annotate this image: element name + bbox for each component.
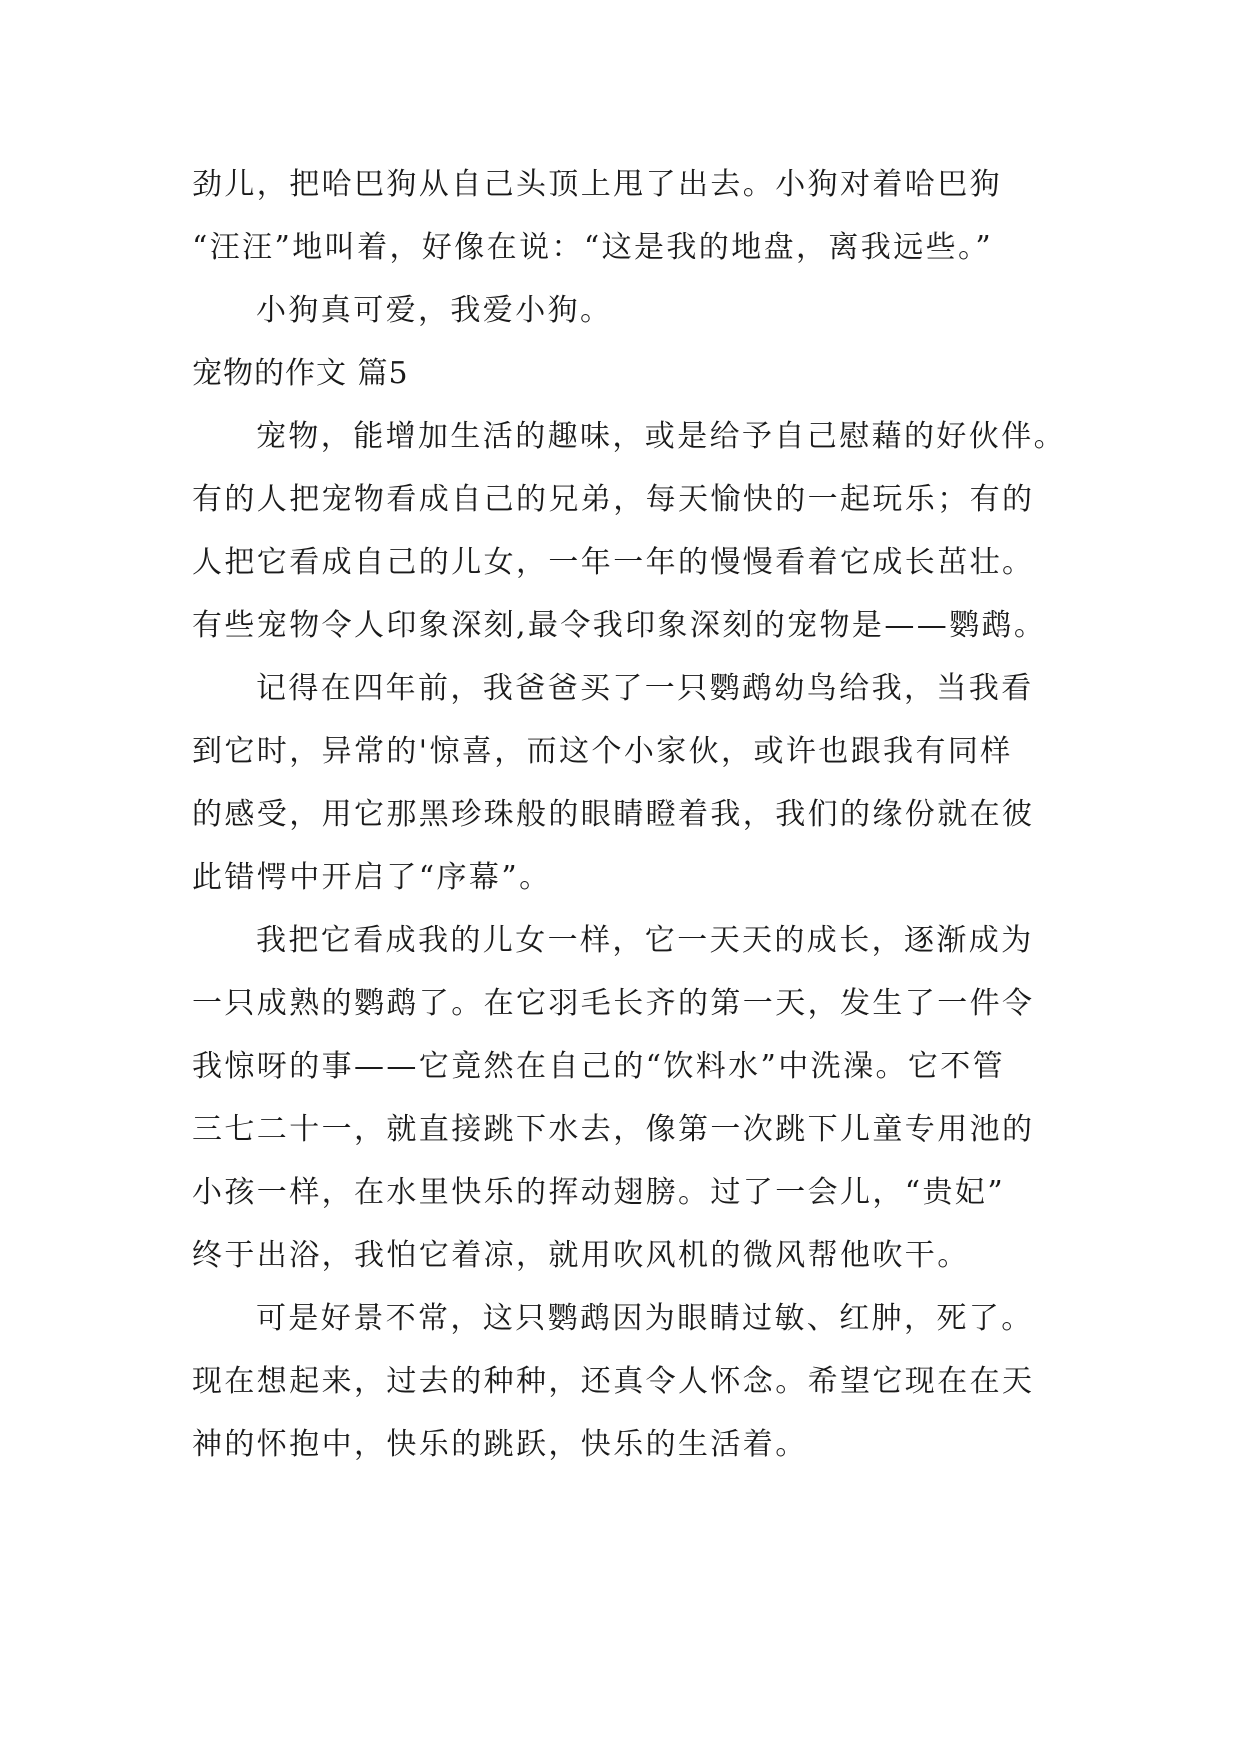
paragraph-line: 人把它看成自己的儿女，一年一年的慢慢看着它成长茁壮。 [192,545,1035,580]
paragraph-line: 终于出浴，我怕它着凉，就用吹风机的微风帮他吹干。 [192,1238,970,1273]
paragraph-line: 可是好景不常，这只鹦鹉因为眼睛过敏、红肿，死了。 [256,1301,1034,1336]
paragraph-line: 小孩一样，在水里快乐的挥动翅膀。过了一会儿，“贵妃” [192,1175,1006,1210]
paragraph-line: 有的人把宠物看成自己的兄弟，每天愉快的一起玩乐；有的 [192,482,1035,517]
paragraph-line: 记得在四年前，我爸爸买了一只鹦鹉幼鸟给我，当我看 [256,671,1034,706]
paragraph-line: 到它时，异常的'惊喜，而这个小家伙，或许也跟我有同样 [192,734,1013,769]
paragraph-line: “汪汪”地叫着，好像在说：“这是我的地盘，离我远些。” [192,230,994,265]
paragraph-line: 此错愕中开启了“序幕”。 [192,860,552,895]
paragraph-line: 我把它看成我的儿女一样，它一天天的成长，逐渐成为 [256,923,1034,958]
paragraph-line: 一只成熟的鹦鹉了。在它羽毛长齐的第一天，发生了一件令 [192,986,1035,1021]
paragraph-line: 劲儿，把哈巴狗从自己头顶上甩了出去。小狗对着哈巴狗 [192,167,1002,202]
paragraph-line: 我惊呀的事——它竟然在自己的“饮料水”中洗澡。它不管 [192,1049,1006,1084]
paragraph-line: 有些宠物令人印象深刻,最令我印象深刻的宠物是——鹦鹉。 [192,608,1047,643]
paragraph-line: 宠物，能增加生活的趣味，或是给予自己慰藉的好伙伴。 [256,419,1066,454]
section-heading: 宠物的作文 篇5 [192,356,409,391]
paragraph-line: 现在想起来，过去的种种，还真令人怀念。希望它现在在天 [192,1364,1035,1399]
paragraph-line: 神的怀抱中，快乐的跳跃，快乐的生活着。 [192,1427,808,1462]
paragraph-line: 的感受，用它那黑珍珠般的眼睛瞪着我，我们的缘份就在彼 [192,797,1035,832]
paragraph-line: 三七二十一，就直接跳下水去，像第一次跳下儿童专用池的 [192,1112,1035,1147]
paragraph-line: 小狗真可爱，我爱小狗。 [256,293,613,328]
